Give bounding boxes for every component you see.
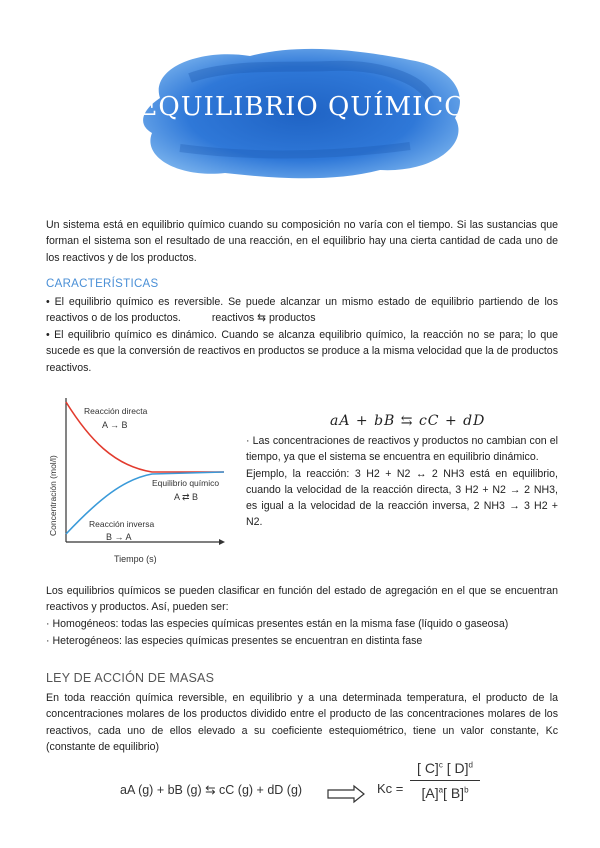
kc-fraction bbox=[410, 760, 480, 801]
homogeneos-text: : todas las especies químicas presentes están en la misma fase (líquido o gaseosa) bbox=[115, 618, 509, 630]
x-axis-arrow bbox=[219, 539, 225, 545]
equilibrium-chart bbox=[44, 394, 254, 568]
heterogeneos-label: · Heterogéneos bbox=[46, 635, 120, 647]
section-heading-ley: LEY DE ACCIÓN DE MASAS bbox=[46, 671, 215, 685]
y-axis-label: Concentración (mol/l) bbox=[48, 455, 58, 536]
heterogeneos-text: : las especies químicas presentes se encuentran en distinta fase bbox=[119, 635, 423, 647]
homogeneos-label: · Homogéneos bbox=[46, 618, 116, 630]
classification-heterogeneos bbox=[46, 633, 558, 649]
kc-denominator: $[A]^a$[ B]$^b$ bbox=[421, 785, 469, 801]
caracteristica-item-2: • El equilibrio químico es dinámico. Cuando se alcanza equilibrio químico, la reacción no se para; lo que sucede es que la conversión de reactivos en productos se produce a la misma velocidad que la de productos reactivos. bbox=[46, 329, 558, 374]
classification-homogeneos bbox=[46, 616, 558, 632]
caracteristica-item-1-text: • El equilibrio químico es reversible. Se puede alcanzar un mismo estado de equilibrio partiendo de los reactivos o de los productos. bbox=[46, 296, 558, 325]
x-axis-label: Tiempo (s) bbox=[114, 554, 157, 564]
ley-paragraph: En toda reacción química reversible, en equilibrio y a una determinada temperatura, el producto de la concentraciones molares de los productos dividido entre el producto de las concentraciones molares de los reactivos, cada uno de ellos elevado a su coeficiente estequiométrico, tiene un valor constante, Kc (constante de equilibrio) bbox=[46, 692, 558, 753]
kc-label: Kc = bbox=[377, 781, 404, 796]
general-equation: aA + bB ⇆ cC + dD bbox=[330, 413, 486, 429]
label-reaccion-inversa: Reacción inversa bbox=[89, 519, 155, 529]
caracteristica-item-1 bbox=[46, 294, 558, 327]
section-heading-caracteristicas: CARACTERÍSTICAS bbox=[46, 278, 159, 290]
caracteristica-item-1-formula: reactivos ⇆ productos bbox=[211, 312, 316, 325]
reaction-equation: aA (g) + bB (g) ⇆ cC (g) + dD (g) bbox=[120, 783, 303, 797]
label-reaccion-inversa-eq: B → A bbox=[106, 532, 132, 542]
label-reaccion-directa-eq: A → B bbox=[102, 420, 128, 430]
side-text bbox=[246, 433, 558, 531]
kc-numerator: [ C]$^c$ [ D]$^d$ bbox=[410, 760, 480, 781]
page-title: EQUILIBRIO QUÍMICO bbox=[138, 92, 467, 122]
label-reaccion-directa: Reacción directa bbox=[84, 406, 148, 416]
label-equilibrio: Equilibrio químico bbox=[152, 478, 220, 488]
implies-arrow-icon bbox=[326, 784, 366, 804]
intro-paragraph: Un sistema está en equilibrio químico cuando su composición no varía con el tiempo. Si las sustancias que forman el sistema son el resultado de una reacción, en el equilibrio hay una cierta cantidad de cada uno de los reactivos y de los productos. bbox=[46, 219, 558, 264]
label-equilibrio-eq: A ⇄ B bbox=[174, 492, 199, 502]
side-text-1: · Las concentraciones de reactivos y productos no cambian con el tiempo, ya que el sistema se encuentra en equilibrio dinámico. bbox=[246, 435, 558, 464]
side-text-2: Ejemplo, la reacción: 3 H2 + N2 ↔ 2 NH3 está en equilibrio, cuando la velocidad de la reacción directa, 3 H2 + N2 → 2 NH3, es igual a la velocidad de la reacción inversa, 2 NH3 → 3 H2 + N2. bbox=[246, 467, 558, 529]
classification-intro: Los equilibrios químicos se pueden clasificar en función del estado de agregación en el que se encuentran reactivos y productos. Así, pueden ser: bbox=[46, 585, 558, 614]
